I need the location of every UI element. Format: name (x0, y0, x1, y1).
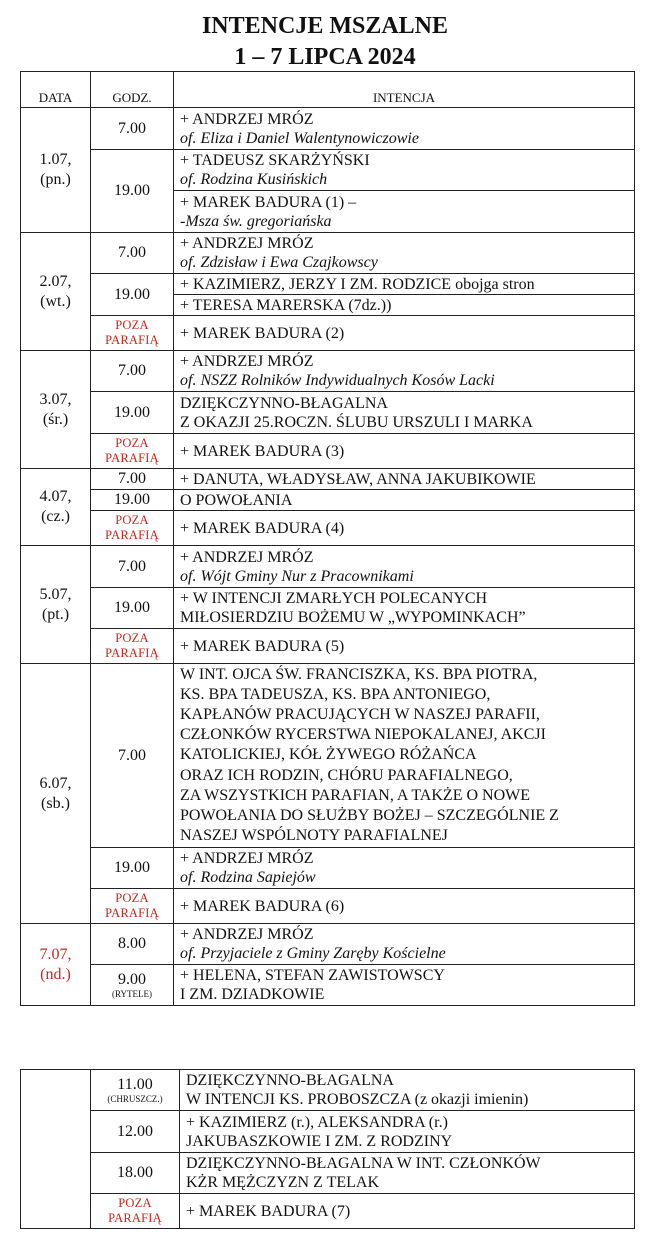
outside-parish-cell (91, 629, 174, 664)
intention-cell: + MAREK BADURA (3) (174, 434, 635, 469)
intention-line: + TADEUSZ SKARŻYŃSKI (180, 152, 370, 169)
intention-line: MIŁOSIERDZIU BOŻEMU W „WYPOMINKACH” (180, 609, 526, 626)
time-cell: 19.00 (91, 490, 174, 511)
outside-parish-label: POZA (115, 513, 149, 527)
intention-cell (174, 351, 635, 392)
time-cell: 19.00 (91, 588, 174, 629)
table-row (21, 1070, 635, 1111)
location-note: (RYTELE) (112, 989, 152, 999)
intention-cell (174, 546, 635, 588)
table-row (21, 588, 635, 629)
intention-line: NASZEJ WSPÓLNOTY PARAFIALNEJ (180, 827, 448, 845)
donor-line: of. Zdzisław i Ewa Czajkowscy (180, 254, 378, 271)
time-cell: 7.00 (91, 351, 174, 392)
outside-parish-cell (91, 1194, 180, 1229)
time-cell (91, 1070, 180, 1111)
table-row (21, 511, 635, 546)
outside-parish-label: PARAFIĄ (105, 646, 159, 660)
intention-cell: + MAREK BADURA (6) (174, 889, 635, 924)
intention-line: + ANDRZEJ MRÓZ (180, 353, 314, 370)
intention-cell (180, 1070, 635, 1111)
intention-cell: + MAREK BADURA (5) (174, 629, 635, 664)
table-row (21, 150, 635, 191)
intention-cell (174, 848, 635, 889)
table-row (21, 108, 635, 150)
weekday: (śr.) (42, 410, 69, 428)
intention-line: + KAZIMIERZ (r.), ALEKSANDRA (r.) (186, 1113, 448, 1131)
location-note: (CHRUSZCZ.) (107, 1094, 163, 1104)
table-header-row (21, 72, 635, 108)
donor-line: of. NSZZ Rolników Indywidualnych Kosów Lacki (180, 372, 495, 389)
date-cell (21, 351, 91, 469)
page-title: INTENCJE MSZALNE (201, 13, 449, 39)
outside-parish-label: PARAFIĄ (108, 1211, 162, 1225)
intention-line: KATOLICKIEJ, KÓŁ ŻYWEGO RÓŻAŃCA (180, 746, 477, 764)
time-cell: 19.00 (91, 848, 174, 889)
intention-line: + W INTENCJI ZMARŁYCH POLECANYCH (180, 590, 488, 607)
intention-line: KŻR MĘŻCZYZN Z TELAK (186, 1174, 380, 1191)
date-cell (21, 546, 91, 664)
outside-parish-label: POZA (115, 318, 149, 332)
intention-line: POWOŁANIA DO SŁUŻBY BOŻEJ – SZCZEGÓLNIE Z (180, 807, 559, 824)
date: 1.07, (39, 151, 72, 168)
intention-cell (174, 233, 635, 274)
page-subtitle-dates: 1 – 7 LIPCA 2024 (234, 44, 416, 70)
intention-cell: + MAREK BADURA (2) (174, 316, 635, 351)
outside-parish-cell (91, 434, 174, 469)
table-row (21, 965, 635, 1006)
intention-cell: + MAREK BADURA (4) (174, 511, 635, 546)
time-cell: 7.00 (91, 108, 174, 150)
table-row (21, 1111, 635, 1153)
table-row (21, 351, 635, 392)
intention-line: ZA WSZYSTKICH PARAFIAN, A TAKŻE O NOWE (180, 786, 530, 804)
donor-line: of. Wójt Gminy Nur z Pracownikami (180, 567, 414, 585)
outside-parish-label: POZA (118, 1196, 152, 1210)
outside-parish-label: PARAFIĄ (105, 906, 159, 920)
date: 6.07, (39, 774, 72, 792)
date: 7.07, (39, 945, 72, 963)
time-cell: 12.00 (91, 1111, 180, 1153)
table-row (21, 889, 635, 924)
table-row (21, 316, 635, 351)
intention-cell (174, 191, 635, 233)
empty-date-cell (21, 1070, 91, 1229)
time-cell: 7.00 (91, 469, 174, 490)
intention-cell: + MAREK BADURA (7) (180, 1194, 635, 1229)
intention-cell: + TERESA MARERSKA (7dz.)) (174, 295, 635, 316)
table-row (21, 848, 635, 889)
time-cell: 19.00 (91, 150, 174, 233)
intention-cell: O POWOŁANIA (174, 490, 635, 511)
intention-cell (174, 588, 635, 629)
intention-line: + ANDRZEJ MRÓZ (180, 548, 314, 566)
table-row (21, 924, 635, 965)
outside-parish-label: POZA (115, 436, 149, 450)
intention-line: + ANDRZEJ MRÓZ (180, 850, 314, 867)
date: 4.07, (39, 488, 72, 505)
table-row (21, 490, 635, 511)
date-cell (21, 469, 91, 546)
intention-cell (174, 664, 635, 848)
outside-parish-cell (91, 511, 174, 546)
header-time: GODZ. (91, 72, 174, 108)
intention-line: DZIĘKCZYNNO-BŁAGALNA (180, 394, 388, 412)
weekday: (nd.) (40, 965, 71, 983)
date-cell (21, 664, 91, 924)
outside-parish-cell (91, 316, 174, 351)
intention-cell (174, 924, 635, 965)
time-cell (91, 965, 174, 1006)
intention-line: + HELENA, STEFAN ZAWISTOWSCY (180, 967, 445, 984)
header-intention: INTENCJA (174, 72, 635, 108)
date-cell (21, 108, 91, 233)
intention-cell: + KAZIMIERZ, JERZY I ZM. RODZICE obojga stron (174, 274, 635, 295)
time: 11.00 (117, 1076, 153, 1093)
intention-line: W INT. OJCA ŚW. FRANCISZKA, KS. BPA PIOTRA, (180, 665, 538, 683)
donor-line: of. Rodzina Kusińskich (180, 171, 328, 188)
donor-line: of. Rodzina Sapiejów (180, 869, 316, 886)
intention-cell (174, 108, 635, 150)
date-cell-sunday (21, 924, 91, 1006)
outside-parish-label: PARAFIĄ (105, 451, 159, 465)
table-row (21, 546, 635, 588)
time-cell: 7.00 (91, 233, 174, 274)
weekday: (wt.) (40, 292, 71, 310)
table-row (21, 1194, 635, 1229)
time: 9.00 (118, 971, 146, 988)
outside-parish-label: POZA (115, 891, 149, 905)
time-cell: 19.00 (91, 274, 174, 316)
weekday: (pt.) (41, 605, 70, 623)
intention-cell (174, 150, 635, 191)
weekday: (cz.) (41, 508, 70, 525)
table-row (21, 392, 635, 434)
weekday: (pn.) (40, 171, 71, 188)
date: 2.07, (39, 272, 72, 290)
intention-cell: + DANUTA, WŁADYSŁAW, ANNA JAKUBIKOWIE (174, 469, 635, 490)
date: 5.07, (39, 585, 72, 603)
time-cell: 18.00 (91, 1153, 180, 1194)
intention-line: CZŁONKÓW RYCERSTWA NIEPOKALANEJ, AKCJI (180, 726, 546, 744)
date: 3.07, (39, 390, 72, 408)
table-row (21, 434, 635, 469)
intention-line: Z OKAZJI 25.ROCZN. ŚLUBU URSZULI I MARKA (180, 413, 533, 431)
intention-line: I ZM. DZIADKOWIE (180, 986, 325, 1003)
outside-parish-cell (91, 889, 174, 924)
intention-cell (174, 965, 635, 1006)
intention-line: + MAREK BADURA (1) – (180, 193, 357, 211)
time-cell: 7.00 (91, 664, 174, 848)
intention-line: DZIĘKCZYNNO-BŁAGALNA W INT. CZŁONKÓW (186, 1155, 541, 1172)
time-cell: 19.00 (91, 392, 174, 434)
intention-line: KS. BPA TADEUSZA, KS. BPA ANTONIEGO, (180, 685, 491, 703)
intention-line: W INTENCJI KS. PROBOSZCZA (z okazji imienin) (186, 1091, 529, 1108)
donor-line: of. Eliza i Daniel Walentynowiczowie (180, 129, 419, 147)
intention-line: + ANDRZEJ MRÓZ (180, 235, 314, 252)
table-row (21, 469, 635, 490)
time-cell: 7.00 (91, 546, 174, 588)
intention-line: + ANDRZEJ MRÓZ (180, 926, 314, 943)
header-date: DATA (21, 72, 91, 108)
time-cell: 8.00 (91, 924, 174, 965)
intention-cell (180, 1153, 635, 1194)
weekday: (sb.) (41, 794, 70, 812)
table-row (21, 1153, 635, 1194)
date-cell (21, 233, 91, 351)
intention-line: ORAZ ICH RODZIN, CHÓRU PARAFIALNEGO, (180, 766, 513, 784)
donor-line: of. Przyjaciele z Gminy Zaręby Kościelne (180, 945, 446, 962)
table-row (21, 274, 635, 295)
intention-line: KAPŁANÓW PRACUJĄCYCH W NASZEJ PARAFII, (180, 705, 540, 723)
intention-cell (180, 1111, 635, 1153)
table-row (21, 664, 635, 848)
intention-line: DZIĘKCZYNNO-BŁAGALNA (186, 1072, 394, 1089)
intention-cell (174, 392, 635, 434)
outside-parish-label: PARAFIĄ (105, 333, 159, 347)
outside-parish-label: POZA (115, 631, 149, 645)
intentions-table (20, 71, 635, 1006)
intention-line: + ANDRZEJ MRÓZ (180, 110, 314, 128)
table-row (21, 233, 635, 274)
table-row (21, 629, 635, 664)
intention-line: -Msza św. gregoriańska (180, 212, 332, 230)
sunday-continuation-table (20, 1069, 635, 1229)
intention-line: JAKUBASZKOWIE I ZM. Z RODZINY (186, 1132, 453, 1150)
outside-parish-label: PARAFIĄ (105, 528, 159, 542)
